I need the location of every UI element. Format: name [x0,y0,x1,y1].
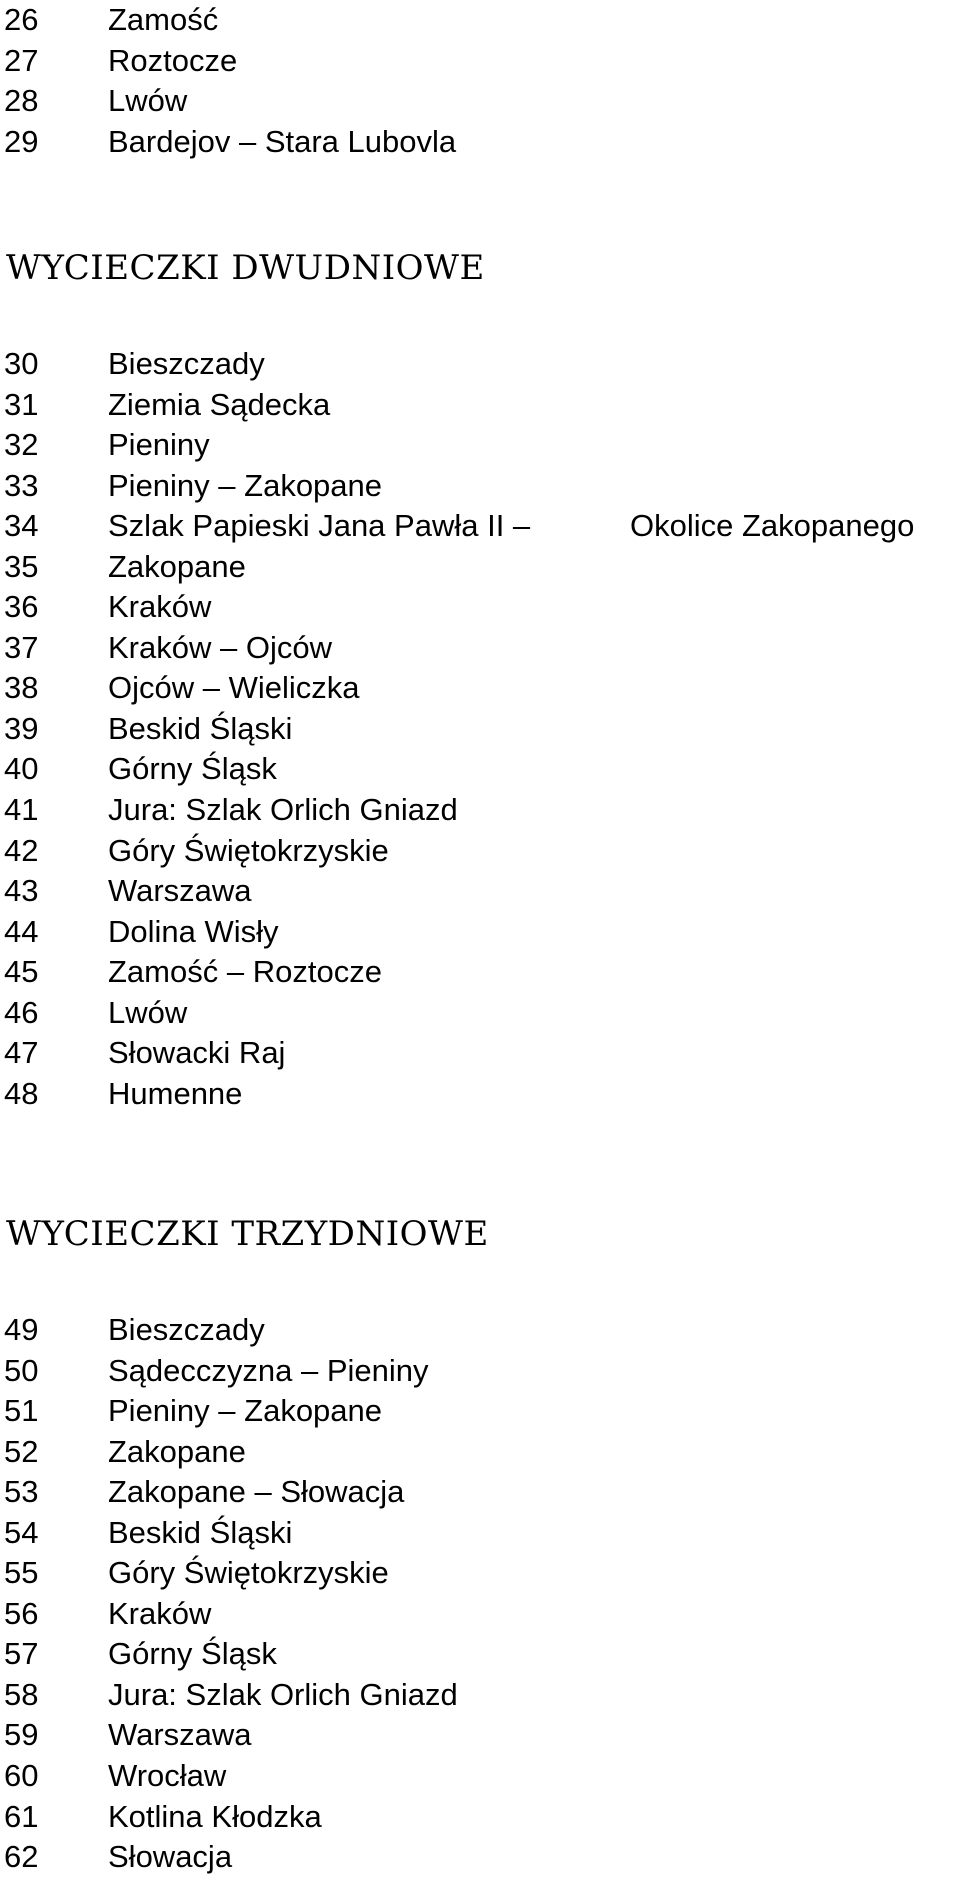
tour-number: 39 [4,710,39,746]
tour-name: Lwów [108,83,188,119]
section-heading-three-day-tours: WYCIECZKI TRZYDNIOWE [6,1214,489,1254]
tour-number: 30 [4,346,39,381]
tour-number: 46 [4,994,39,1030]
tour-number: 36 [4,589,39,625]
tour-number: 29 [4,123,39,159]
tour-number: 33 [4,467,39,503]
tour-number: 26 [4,2,39,37]
tour-number: 31 [4,386,39,422]
tour-name: Jura: Szlak Orlich Gniazd [108,1676,458,1712]
tour-name: Beskid Śląski [108,1514,293,1550]
tour-number: 57 [4,1636,39,1672]
tour-name: Jura: Szlak Orlich Gniazd [108,792,458,828]
tour-number: 48 [4,1075,39,1111]
tour-number: 28 [4,83,39,119]
tour-name: Humenne [108,1075,243,1111]
tour-number: 60 [4,1758,39,1794]
tour-number: 27 [4,42,39,78]
tour-name: Pieniny – Zakopane [108,467,383,503]
tour-name: Pieniny [108,427,210,463]
tour-name: Kotlina Kłodzka [108,1798,322,1834]
tour-name: Słowacja [108,1839,233,1875]
tour-name: Szlak Papieski Jana Pawła II – [108,508,531,544]
tour-name: Bardejov – Stara Lubovla [108,123,457,159]
tour-name: Dolina Wisły [108,913,279,949]
tour-number: 49 [4,1312,39,1347]
tour-number: 34 [4,508,39,544]
tour-name-continuation: Okolice Zakopanego [630,508,915,544]
tour-name: Lwów [108,994,188,1030]
tour-number: 61 [4,1798,39,1834]
tour-name: Kraków – Ojców [108,629,332,665]
tour-number: 44 [4,913,39,949]
tour-name: Góry Świętokrzyskie [108,832,389,868]
tour-name: Górny Śląsk [108,1636,277,1672]
tour-name: Warszawa [108,1717,252,1753]
tour-number: 41 [4,792,39,828]
tour-number: 51 [4,1393,39,1429]
tour-number: 32 [4,427,39,463]
tour-name: Góry Świętokrzyskie [108,1555,389,1591]
tour-number: 54 [4,1514,39,1550]
tour-number: 35 [4,548,39,584]
tour-number: 40 [4,751,39,787]
tour-number: 58 [4,1676,39,1712]
tour-number: 50 [4,1352,39,1388]
tour-number: 42 [4,832,39,868]
tour-number: 52 [4,1433,39,1469]
tour-number: 59 [4,1717,39,1753]
tour-name: Słowacki Raj [108,1035,286,1071]
tour-number: 62 [4,1839,39,1875]
tour-name: Zamość [108,2,219,37]
tour-name: Zakopane [108,1433,246,1469]
tour-name: Warszawa [108,873,252,909]
tour-number: 37 [4,629,39,665]
tour-name: Górny Śląsk [108,751,277,787]
tour-number: 43 [4,873,39,909]
tour-name: Wrocław [108,1758,227,1794]
tour-number: 45 [4,954,39,990]
tour-number: 38 [4,670,39,706]
tour-name: Beskid Śląski [108,710,293,746]
tour-name: Pieniny – Zakopane [108,1393,383,1429]
tour-name: Zakopane [108,548,246,584]
tour-name: Sądecczyzna – Pieniny [108,1352,429,1388]
tour-name: Ziemia Sądecka [108,386,331,422]
tour-name: Bieszczady [108,346,265,381]
tour-number: 53 [4,1474,39,1510]
tour-name: Kraków [108,589,212,625]
tour-name: Zakopane – Słowacja [108,1474,405,1510]
tour-name: Zamość – Roztocze [108,954,382,990]
tour-name: Bieszczady [108,1312,265,1347]
tour-name: Ojców – Wieliczka [108,670,360,706]
tour-number: 56 [4,1595,39,1631]
tour-number: 47 [4,1035,39,1071]
tour-number: 55 [4,1555,39,1591]
tour-name: Roztocze [108,42,238,78]
section-heading-two-day-tours: WYCIECZKI DWUDNIOWE [6,248,485,288]
tour-name: Kraków [108,1595,212,1631]
